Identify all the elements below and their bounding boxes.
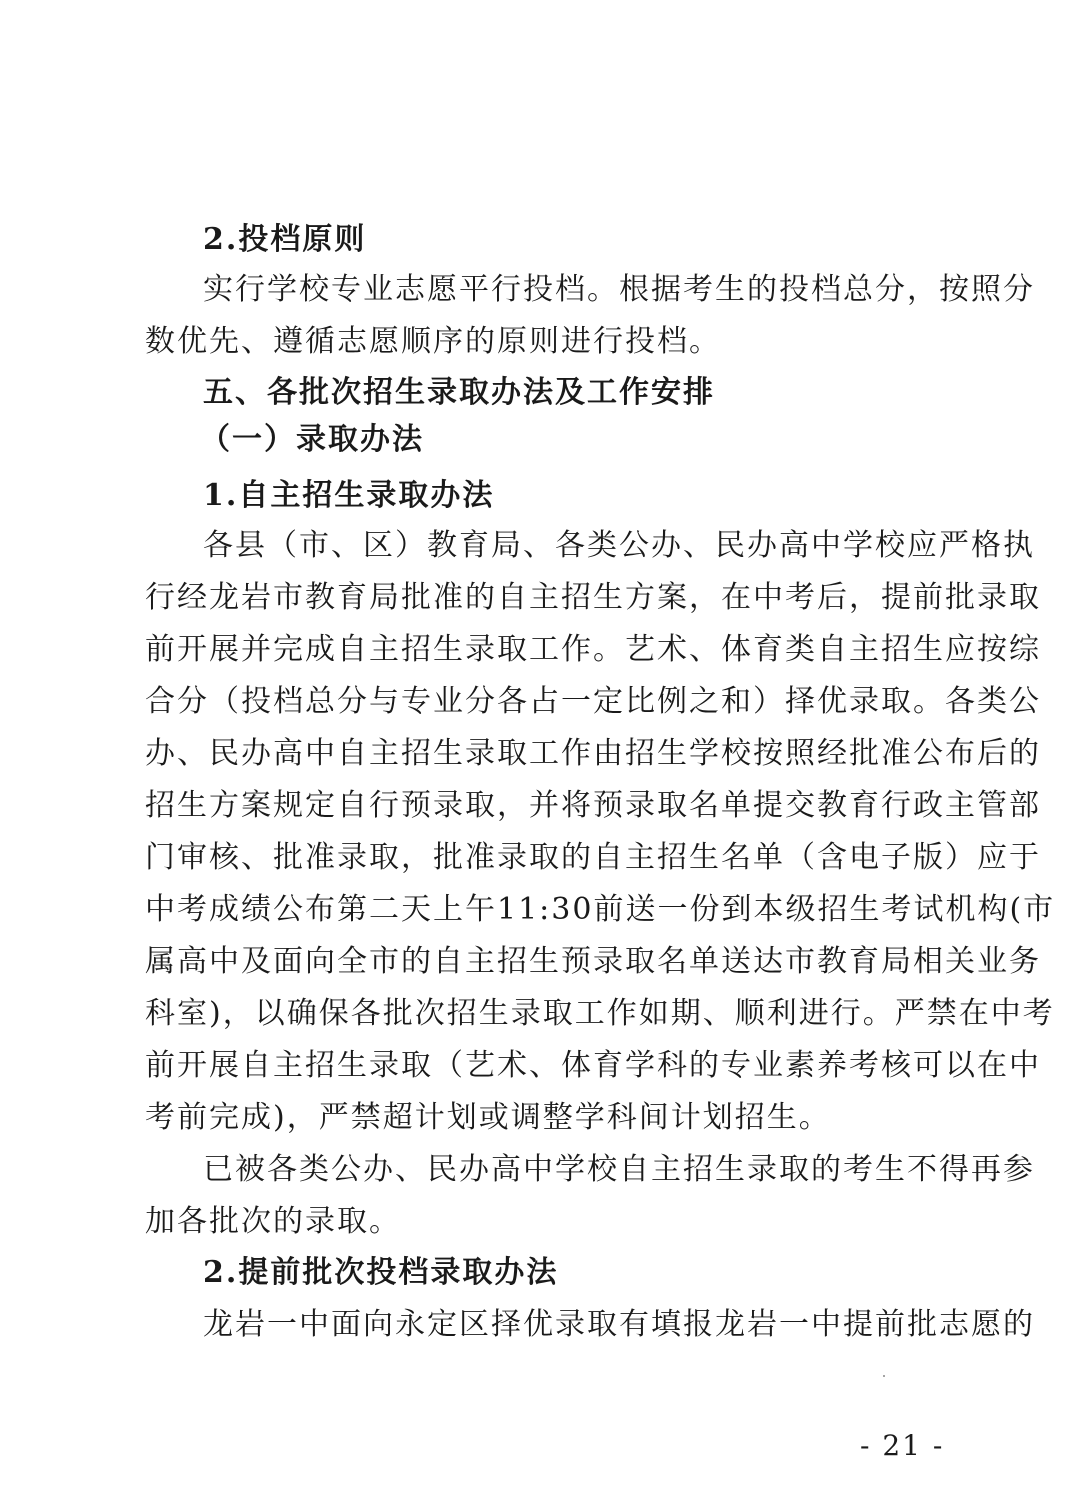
paragraph-line: 招生方案规定自行预录取，并将预录取名单提交教育行政主管部 bbox=[145, 788, 1041, 823]
paragraph-line: 数优先、遵循志愿顺序的原则进行投档。 bbox=[145, 324, 721, 359]
paragraph-line: 科室)，以确保各批次招生录取工作如期、顺利进行。严禁在中考 bbox=[145, 996, 1055, 1031]
paragraph-line: 实行学校专业志愿平行投档。根据考生的投档总分，按照分 bbox=[203, 272, 1035, 307]
paragraph-line: 前开展并完成自主招生录取工作。艺术、体育类自主招生应按综 bbox=[145, 632, 1041, 667]
paragraph-line: 门审核、批准录取，批准录取的自主招生名单（含电子版）应于 bbox=[145, 840, 1041, 875]
chapter-heading: 五、各批次招生录取办法及工作安排 bbox=[203, 375, 715, 410]
paragraph-line: 加各批次的录取。 bbox=[145, 1204, 401, 1239]
paragraph-line: 考前完成)，严禁超计划或调整学科间计划招生。 bbox=[145, 1100, 831, 1135]
section-heading: 2.提前批次投档录取办法 bbox=[203, 1255, 559, 1290]
paragraph-line: 各县（市、区）教育局、各类公办、民办高中学校应严格执 bbox=[203, 528, 1035, 563]
paragraph-line: 属高中及面向全市的自主招生预录取名单送达市教育局相关业务 bbox=[145, 944, 1041, 979]
section-heading: 1.自主招生录取办法 bbox=[203, 478, 495, 513]
paragraph-line: 龙岩一中面向永定区择优录取有填报龙岩一中提前批志愿的 bbox=[203, 1307, 1035, 1342]
paragraph-line: 已被各类公办、民办高中学校自主招生录取的考生不得再参 bbox=[203, 1152, 1035, 1187]
subsection-heading: （一）录取办法 bbox=[200, 422, 424, 457]
section-heading: 2.投档原则 bbox=[203, 222, 367, 257]
paragraph-line: 行经龙岩市教育局批准的自主招生方案，在中考后，提前批录取 bbox=[145, 580, 1041, 615]
page-number: - 21 - bbox=[860, 1429, 945, 1462]
scan-speck bbox=[883, 1375, 885, 1377]
paragraph-line: 前开展自主招生录取（艺术、体育学科的专业素养考核可以在中 bbox=[145, 1048, 1041, 1083]
paragraph-line: 合分（投档总分与专业分各占一定比例之和）择优录取。各类公 bbox=[145, 684, 1041, 719]
paragraph-line: 中考成绩公布第二天上午11:30前送一份到本级招生考试机构(市 bbox=[145, 892, 1056, 927]
paragraph-line: 办、民办高中自主招生录取工作由招生学校按照经批准公布后的 bbox=[145, 736, 1041, 771]
